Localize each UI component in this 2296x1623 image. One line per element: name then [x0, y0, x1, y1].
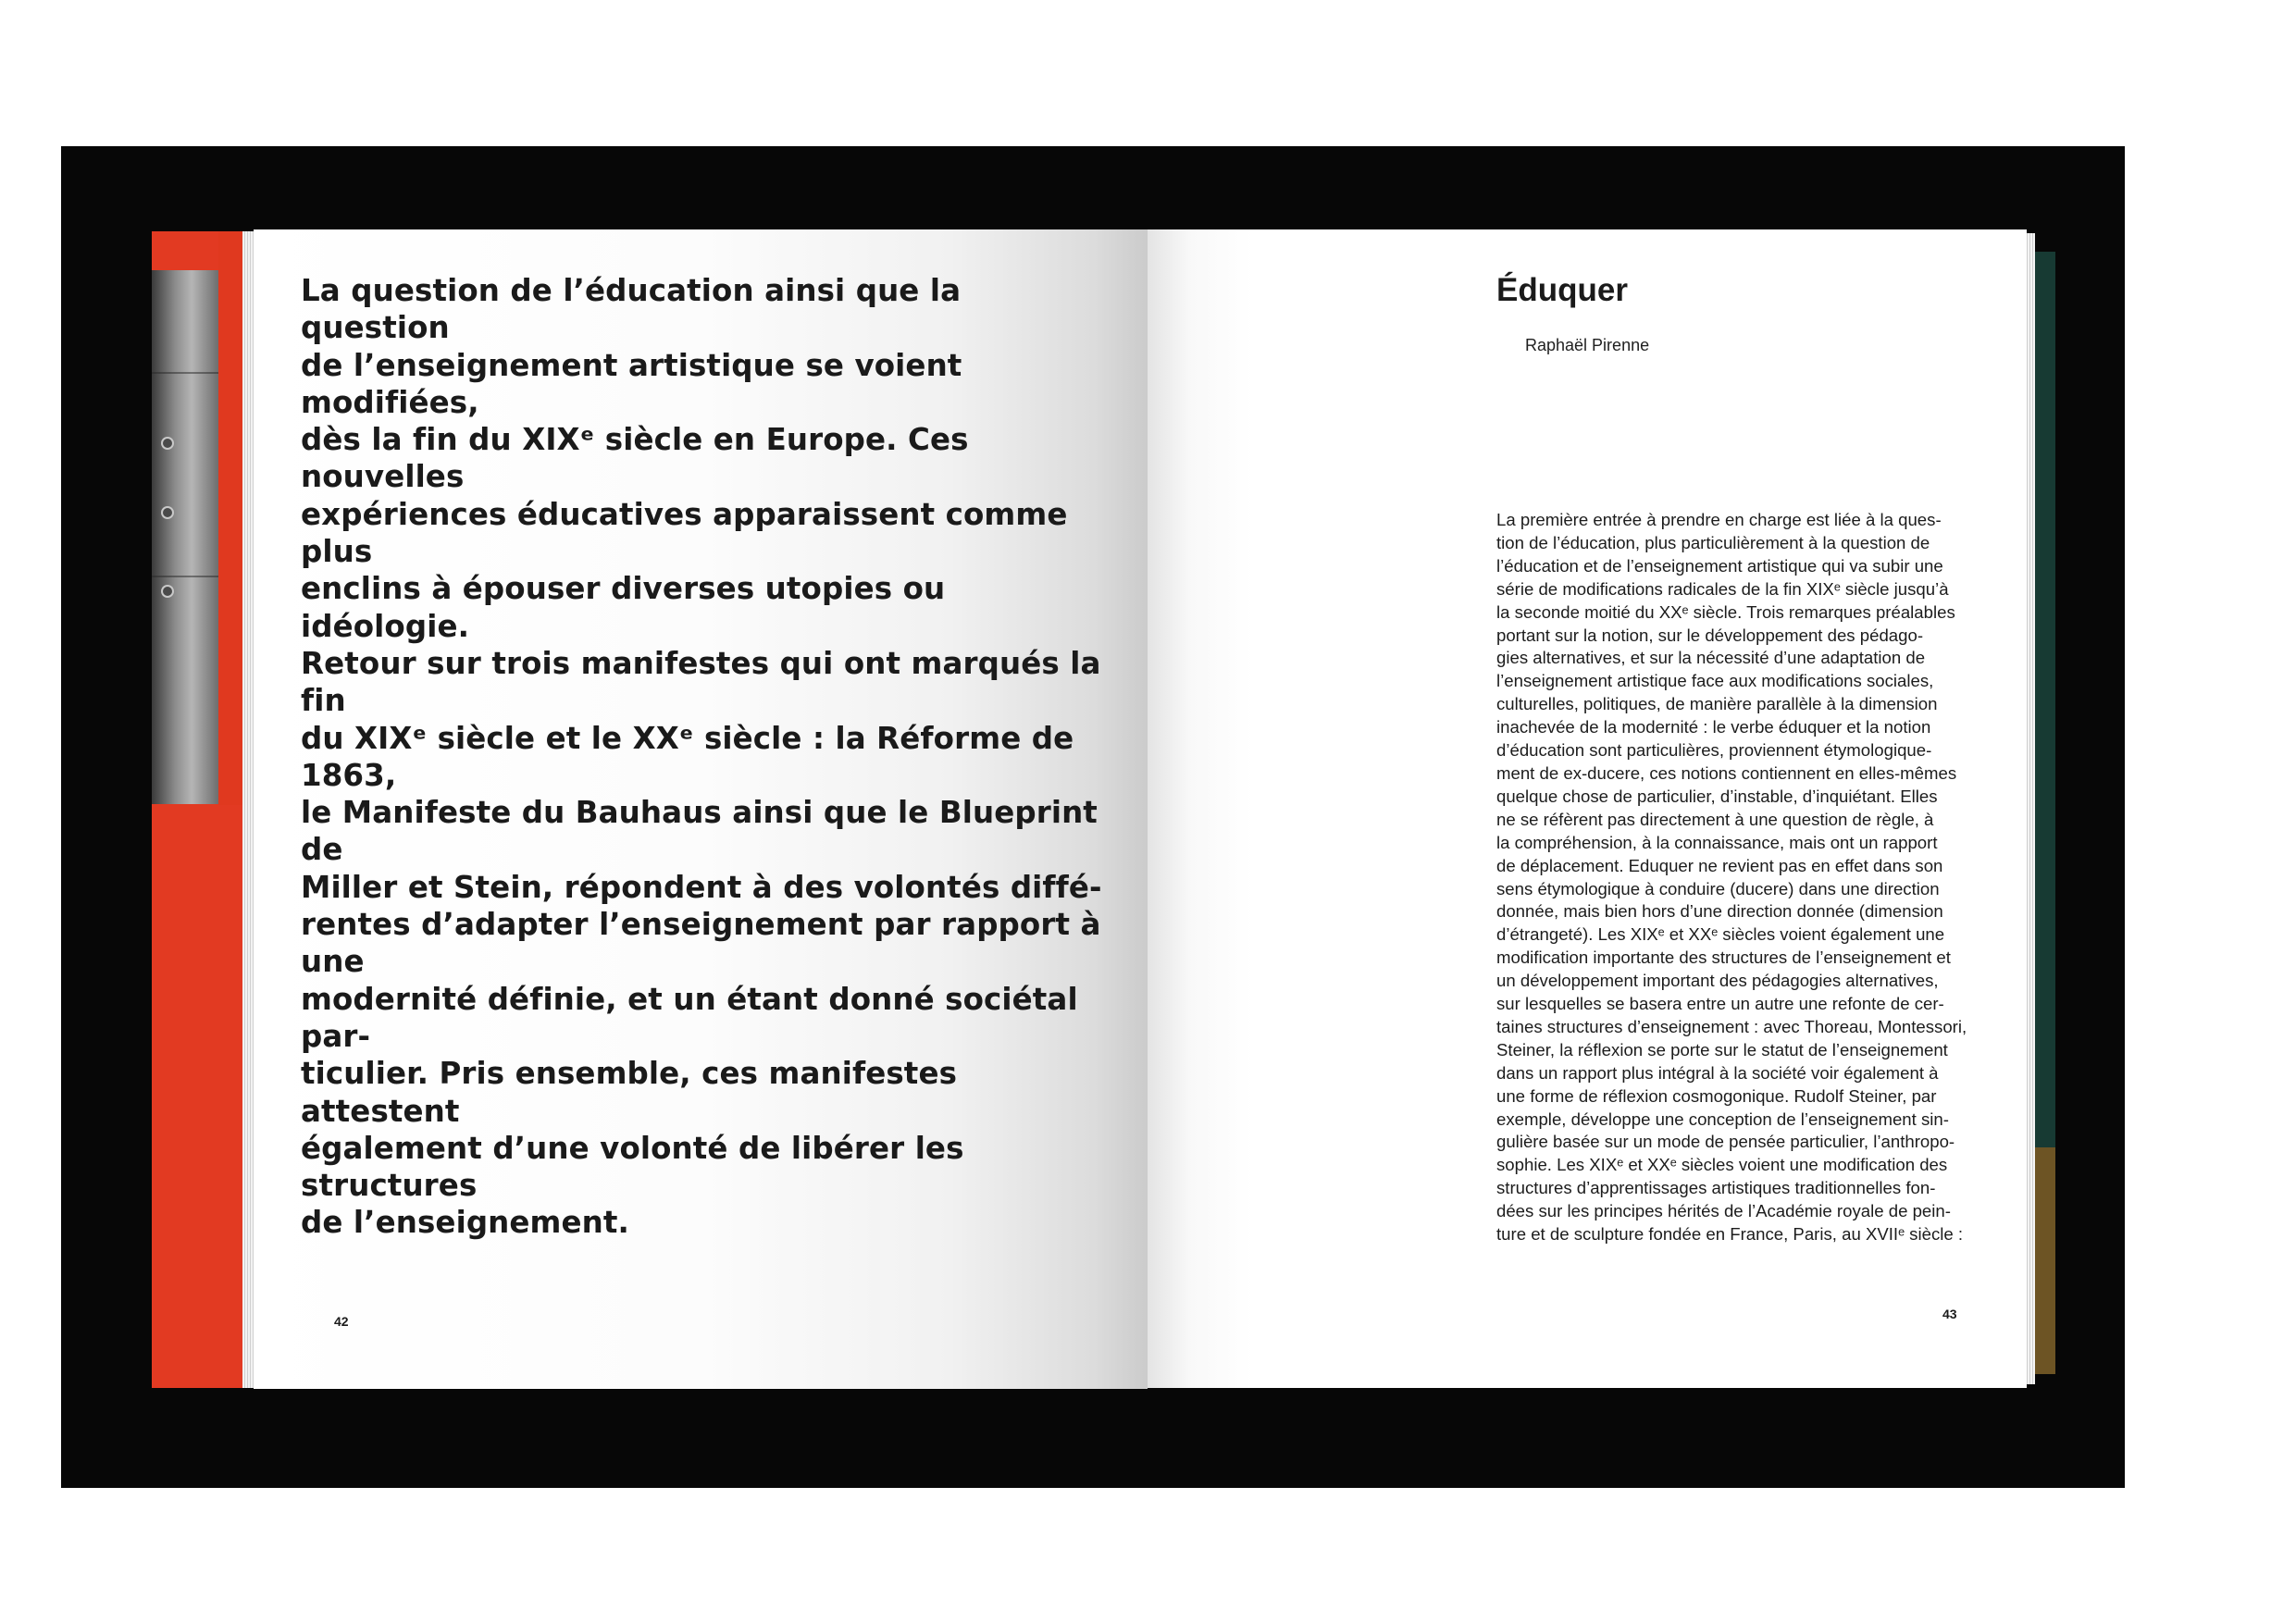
body-line: structures d’apprentissages artistiques traditionnelles fon- [1496, 1178, 1936, 1198]
body-line: modification importante des structures de l’enseignement et [1496, 948, 1951, 968]
intro-line: Retour sur trois manifestes qui ont marqués la fin [301, 645, 1101, 719]
body-text [1496, 509, 1987, 1246]
body-line: dées sur les principes hérités de l’Académie royale de pein- [1496, 1201, 1951, 1221]
intro-line: ticulier. Pris ensemble, ces manifestes attestent [301, 1056, 958, 1129]
chapter-title: Éduquer [1496, 272, 1628, 308]
body-line: sens étymologique à conduire (ducere) dans une direction [1496, 878, 1940, 898]
author-name: Raphaël Pirenne [1525, 336, 1650, 354]
intro-line: de l’enseignement. [301, 1205, 629, 1241]
intro-paragraph [301, 272, 1115, 1242]
body-line: ne se réfèrent pas directement à une question de règle, à [1496, 809, 1934, 829]
body-line: d’étrangeté). Les XIXᵉ et XXᵉ siècles voient également une [1496, 924, 1945, 945]
body-line: Steiner, la réflexion se porte sur le statut de l’enseignement [1496, 1039, 1948, 1059]
body-line: sophie. Les XIXᵉ et XXᵉ siècles voient une modification des [1496, 1155, 1948, 1175]
page-edges-left [242, 231, 254, 1388]
body-line: La première entrée à prendre en charge est liée à la ques- [1496, 510, 1942, 529]
body-line: la compréhension, à la connaissance, mais ont un rapport [1496, 832, 1938, 852]
body-line: l’éducation et de l’enseignement artistique qui va subir une [1496, 555, 1943, 576]
body-line: une forme de réflexion cosmogonique. Rudolf Steiner, par [1496, 1085, 1937, 1106]
body-line: quelque chose de particulier, d’instable, d’inquiétant. Elles [1496, 786, 1938, 806]
intro-line: également d’une volonté de libérer les structures [301, 1130, 964, 1204]
body-line: donnée, mais bien hors d’une direction donnée (dimension [1496, 901, 1943, 922]
page-number-right: 43 [1942, 1307, 1957, 1321]
intro-line: dès la fin du XIXᵉ siècle en Europe. Ces nouvelles [301, 422, 969, 495]
photo-strip [152, 270, 218, 804]
body-line: l’enseignement artistique face aux modifications sociales, [1496, 671, 1934, 691]
body-line: ture et de sculpture fondée en France, Paris, au XVIIᵉ siècle : [1496, 1224, 1964, 1245]
intro-line: modernité définie, et un étant donné sociétal par- [301, 981, 1078, 1054]
body-line: d’éducation sont particulières, proviennent étymologique- [1496, 740, 1932, 761]
intro-line: Miller et Stein, répondent à des volontés diffé- [301, 869, 1102, 905]
intro-line: La question de l’éducation ainsi que la question [301, 273, 962, 346]
body-line: un développement important des pédagogies alternatives, [1496, 971, 1939, 991]
body-line: exemple, développe une conception de l’enseignement sin- [1496, 1109, 1949, 1129]
intro-line: enclins à épouser diverses utopies ou idéologie. [301, 571, 946, 644]
body-line: la seconde moitié du XXᵉ siècle. Trois remarques préalables [1496, 601, 1955, 622]
intro-line: de l’enseignement artistique se voient modifiées, [301, 347, 962, 420]
body-line: dans un rapport plus intégral à la société voir également à [1496, 1062, 1939, 1083]
intro-line: du XIXᵉ siècle et le XXᵉ siècle : la Réforme de 1863, [301, 720, 1074, 793]
body-line: ment de ex-ducere, ces notions contiennent en elles-mêmes [1496, 762, 1957, 783]
body-line: tion de l’éducation, plus particulièrement à la question de [1496, 532, 1930, 552]
body-line: de déplacement. Eduquer ne revient pas en effet dans son [1496, 855, 1943, 875]
intro-line: rentes d’adapter l’enseignement par rapport à une [301, 907, 1101, 980]
body-line: inachevée de la modernité : le verbe éduquer et la notion [1496, 717, 1931, 737]
intro-line: le Manifeste du Bauhaus ainsi que le Blueprint de [301, 795, 1098, 868]
body-line: gulière basée sur un mode de pensée particulier, l’anthropo- [1496, 1132, 1955, 1152]
page-number-left: 42 [334, 1314, 349, 1329]
body-line: gies alternatives, et sur la nécessité d’une adaptation de [1496, 648, 1926, 668]
intro-line: expériences éducatives apparaissent comme plus [301, 496, 1068, 570]
body-line: taines structures d’enseignement : avec Thoreau, Montessori, [1496, 1016, 1967, 1036]
body-line: culturelles, politiques, de manière parallèle à la dimension [1496, 694, 1938, 714]
body-line: portant sur la notion, sur le développement des pédago- [1496, 625, 1924, 645]
body-line: sur lesquelles se basera entre un autre une refonte de cer- [1496, 994, 1944, 1014]
body-line: série de modifications radicales de la fin XIXᵉ siècle jusqu’à [1496, 578, 1949, 599]
